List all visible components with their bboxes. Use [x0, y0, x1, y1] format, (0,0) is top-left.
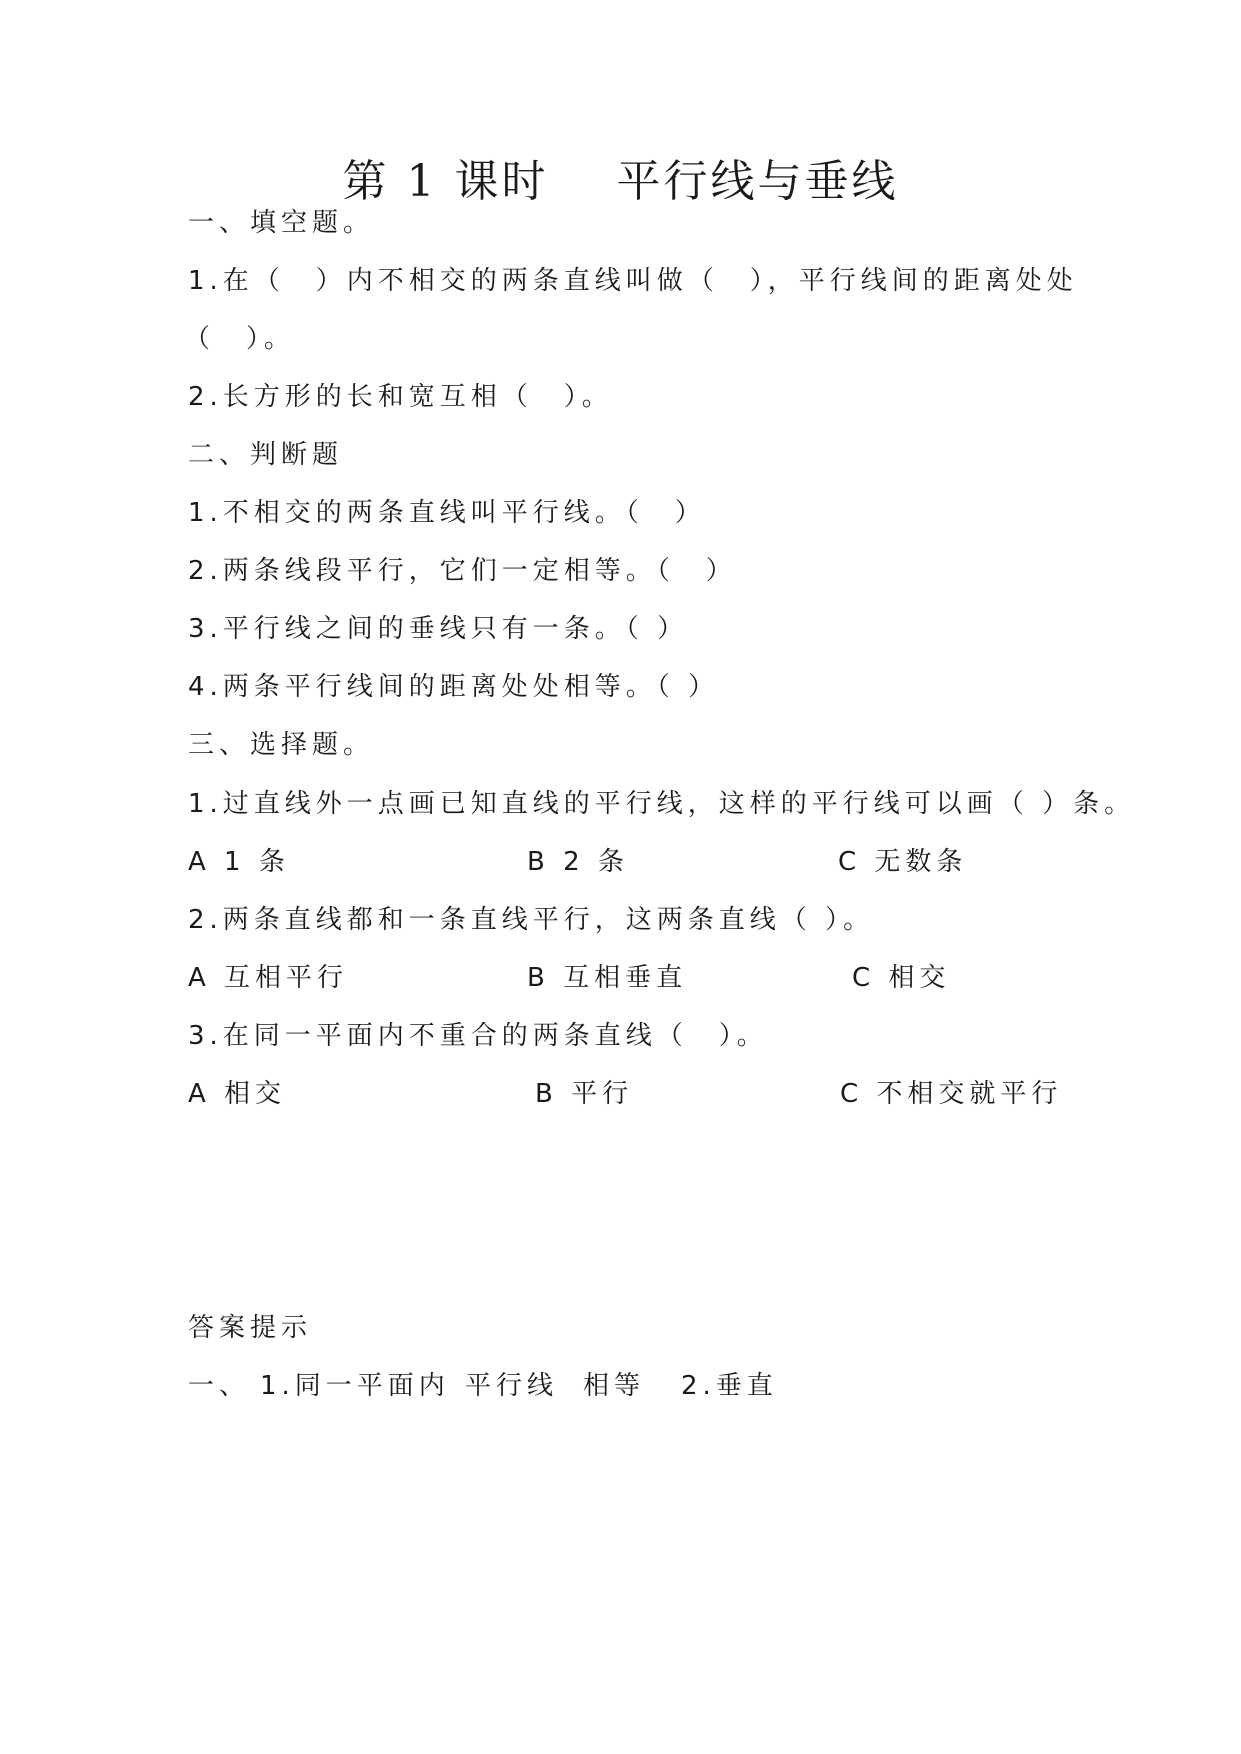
choice-q2-option-c: C 相交: [852, 963, 951, 993]
title-topic: 平行线与垂线: [616, 156, 899, 207]
choice-q3-option-a: A 相交: [188, 1079, 287, 1109]
choice-q3: 3.在同一平面内不重合的两条直线（ ）。: [188, 1021, 768, 1051]
choice-q1-option-a: A 1 条: [188, 847, 290, 877]
judge-q3: 3.平行线之间的垂线只有一条。（ ）: [188, 614, 689, 644]
answers-label: 一、: [188, 1371, 251, 1401]
choice-q3-option-c: C 不相交就平行: [840, 1079, 1063, 1109]
answers-row: [188, 1366, 778, 1406]
section-fill-blank-heading: 一、填空题。: [188, 208, 375, 238]
choice-q1-option-c: C 无数条: [838, 847, 968, 877]
choice-q2-option-b: B 互相垂直: [527, 963, 688, 993]
judge-q1: 1.不相交的两条直线叫平行线。（ ）: [188, 498, 706, 528]
choice-q1-option-b: B 2 条: [527, 847, 629, 877]
title-lesson: 第 1 课时: [342, 156, 549, 207]
answer-item: 相等: [583, 1371, 646, 1401]
page-title: [0, 152, 1241, 212]
choice-q2-option-a: A 互相平行: [188, 963, 349, 993]
section-judge-heading: 二、判断题: [188, 440, 344, 470]
fill-blank-q1-line2: （ ）。: [184, 324, 296, 354]
fill-blank-q1-line1: 1.在（ ）内不相交的两条直线叫做（ ），平行线间的距离处处: [188, 266, 1078, 296]
choice-q2: 2.两条直线都和一条直线平行，这两条直线（ ）。: [188, 905, 875, 935]
choice-q3-option-b: B 平行: [535, 1079, 634, 1109]
answer-item: 1.同一平面内: [260, 1371, 450, 1401]
answer-item: 平行线: [465, 1371, 559, 1401]
judge-q4: 4.两条平行线间的距离处处相等。（ ）: [188, 672, 720, 702]
answer-item: 2.垂直: [681, 1371, 778, 1401]
section-choice-heading: 三、选择题。: [188, 730, 375, 760]
judge-q2: 2.两条线段平行，它们一定相等。（ ）: [188, 556, 737, 586]
answers-heading: 答案提示: [188, 1313, 313, 1343]
fill-blank-q2: 2.长方形的长和宽互相（ ）。: [188, 382, 613, 412]
choice-q1: 1.过直线外一点画已知直线的平行线，这样的平行线可以画（ ）条。: [188, 789, 1136, 819]
